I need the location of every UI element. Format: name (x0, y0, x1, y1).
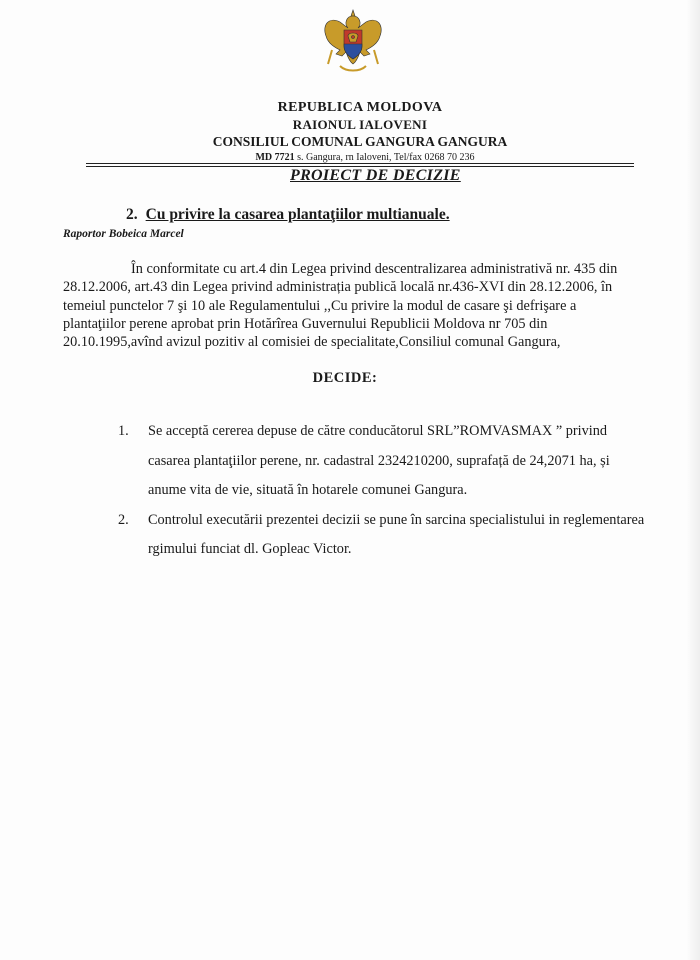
preamble-text: În conformitate cu art.4 din Legea privind descentralizarea administrativă nr. 435 din 28.12.2006, art.43 din Legea privind administrația publică locală nr.436-XVI din 28.12.2006, în temeiul punctelor 7 şi 10 ale Regulamentului ,,Cu privire la modul de casare şi defrişare a plantaţiilor perene aprobat prin Hotărîrea Guvernului Republicii Moldova nr 705 din 20.10.1995,avînd avizul pozitiv al comisiei de specialitate,Consiliul comunal Gangura, (63, 261, 618, 351)
decision-list (118, 417, 648, 565)
header-country: REPUBLICA MOLDOVA (277, 100, 443, 115)
header-divider-thick (86, 163, 634, 164)
moldova-coat-of-arms-icon (318, 6, 388, 84)
header-district: RAIONUL IALOVENI (292, 117, 428, 132)
decision-text: Se acceptă cererea depuse de către conducătorul SRL”ROMVASMAX ” privind casarea plantaţiilor perene, nr. cadastral 2324210200, suprafață de 24,2071 ha, și anume vita de vie, situată în hotarele comunei Gangura. (148, 423, 610, 498)
decision-text: Controlul executării prezentei decizii se pune în sarcina specialistului in reglementarea rgimului funciat dl. Gopleac Victor. (148, 511, 645, 557)
address-postal-code: MD 7721 (255, 152, 295, 163)
decision-number: 2. (118, 511, 129, 528)
header-address (0, 152, 700, 163)
document-title: PROIECT DE DECIZIE (290, 167, 461, 184)
rapporteur: Raportor Bobeica Marcel (63, 228, 184, 240)
header-council: CONSILIUL COMUNAL GANGURA GANGURA (212, 134, 508, 149)
subject-number: 2. (126, 206, 138, 223)
decision-item (118, 417, 648, 506)
decision-item (118, 506, 648, 565)
address-details: s. Gangura, rn Ialoveni, Tel/fax 0268 70 236 (294, 152, 475, 163)
decision-number: 1. (118, 423, 129, 439)
preamble-block (63, 260, 635, 351)
subject-text: Cu privire la casarea plantaţiilor multianuale. (145, 206, 450, 223)
decide-heading: DECIDE: (312, 370, 378, 386)
subject-line (126, 206, 450, 224)
